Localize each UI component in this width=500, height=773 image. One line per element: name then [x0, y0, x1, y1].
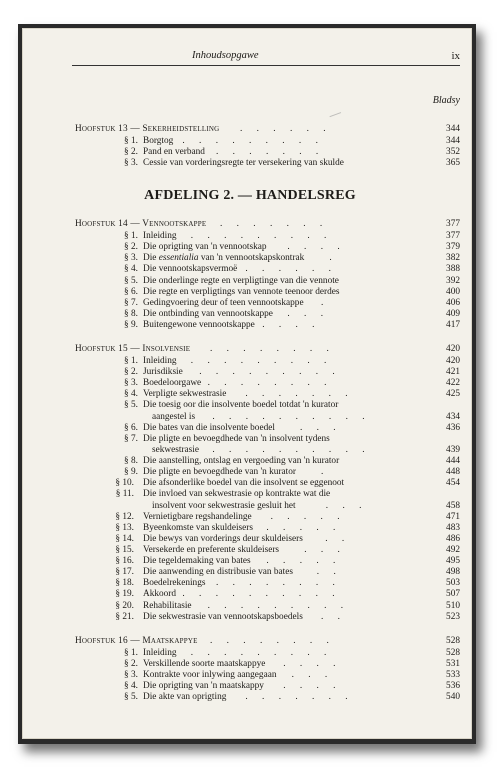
chapter-title: Hoofstuk 15 — Insolvensie	[75, 344, 191, 354]
section-number: § 1.	[124, 136, 138, 146]
page-ref: 523	[446, 612, 460, 622]
section-title: Die oprigting van 'n maatskappy	[143, 681, 264, 691]
page-ref: 448	[446, 467, 460, 477]
section-number: § 20.	[115, 601, 134, 611]
section-number: § 15.	[115, 545, 134, 555]
leader-dots: . . .	[325, 501, 368, 511]
leader-dots: . . . . . . . . .	[182, 136, 324, 146]
section-number: § 8.	[124, 309, 138, 319]
leader-dots: . . .	[291, 670, 334, 680]
section-title: Die pligte en bevoegdhede van 'n insolvent tydens	[143, 434, 330, 444]
section-number: § 21.	[115, 612, 134, 622]
page-ref: 344	[446, 124, 460, 134]
division-heading: AFDELING 2. — HANDELSREG	[144, 188, 356, 203]
leader-dots: . . . . . . . . . .	[212, 445, 371, 455]
section-title: Die akte van oprigting	[143, 692, 227, 702]
section-title: Vernietigbare regshandelinge	[143, 512, 252, 522]
leader-dots: . . . . . . . . . .	[212, 412, 371, 422]
page-ref: 377	[446, 231, 460, 241]
running-header	[72, 50, 460, 64]
page-ref: 406	[446, 298, 460, 308]
page-ref: 540	[446, 692, 460, 702]
leader-dots: .	[329, 253, 338, 263]
section-number: § 4.	[124, 681, 138, 691]
page-ref: 434	[446, 412, 460, 422]
section-title: Akkoord	[143, 589, 177, 599]
leader-dots: . . . . . .	[245, 264, 337, 274]
section-title: Die bates van die insolvente boedel	[143, 423, 275, 433]
chapter-title: Hoofstuk 14 — Vennootskappe	[75, 219, 207, 229]
section-number: § 3.	[124, 378, 138, 388]
leader-dots: . . . . . . .	[245, 692, 354, 702]
section-number: § 10.	[115, 478, 134, 488]
page-number: ix	[451, 50, 460, 62]
section-title: Die sekwestrasie van vennootskapsboedels	[143, 612, 303, 622]
section-number: § 16.	[115, 556, 134, 566]
chapter-title: Hoofstuk 16 — Maatskappye	[75, 636, 198, 646]
section-number: § 5.	[124, 692, 138, 702]
leader-dots: . . . . . . . .	[210, 636, 335, 646]
leader-dots: . . . . . . .	[216, 147, 325, 157]
leader-dots: . . .	[300, 423, 342, 433]
page-ref: 495	[446, 556, 460, 566]
leader-dots: . . . . . . . . .	[190, 231, 333, 241]
section-number: § 18.	[115, 578, 134, 588]
page-column-label: Bladsy	[432, 95, 460, 106]
leader-dots: . . .	[304, 545, 346, 555]
leader-dots: . . . .	[287, 242, 346, 252]
page-ref: 498	[446, 567, 460, 577]
section-number: § 13.	[115, 523, 134, 533]
leader-dots: . . . . . . . .	[210, 344, 335, 354]
leader-dots: . .	[321, 612, 346, 622]
section-number: § 9.	[124, 320, 138, 330]
section-title-continued: insolvent voor sekwestrasie gesluit het	[152, 501, 296, 511]
leader-dots: . . . .	[283, 681, 342, 691]
section-number: § 17.	[115, 567, 134, 577]
page-ref: 377	[446, 219, 460, 229]
section-title: Die toesig oor die insolvente boedel totdat 'n kurator	[143, 400, 339, 410]
page-ref: 531	[446, 659, 460, 669]
leader-dots: . . . . .	[266, 556, 342, 566]
page-ref: 344	[446, 136, 460, 146]
section-title: Verpligte sekwestrasie	[143, 389, 227, 399]
section-title: Die aanwending en distribusie van bates	[143, 567, 293, 577]
section-number: § 6.	[124, 287, 138, 297]
leader-dots: . . . . . . . . .	[199, 367, 341, 377]
section-title: Jurisdiksie	[143, 367, 183, 377]
page-ref: 439	[446, 445, 460, 455]
leader-dots: . .	[325, 534, 351, 544]
page-ref: 528	[446, 648, 460, 658]
section-title-continued: sekwestrasie	[152, 445, 199, 455]
italic-term: essentialia	[158, 253, 199, 263]
page-ref: 417	[446, 320, 460, 330]
section-number: § 4.	[124, 264, 138, 274]
page-ref: 486	[446, 534, 460, 544]
page-ref: 420	[446, 356, 460, 366]
section-number: § 7.	[124, 434, 138, 444]
page-ref: 483	[446, 523, 460, 533]
section-title: Die essentialia van 'n vennootskapskontrak	[143, 253, 305, 263]
section-title: Inleiding	[143, 648, 177, 658]
leader-dots: . . . .	[283, 659, 342, 669]
section-number: § 3.	[124, 253, 138, 263]
section-title: Boedeloorgawe	[143, 378, 202, 388]
section-title: Inleiding	[143, 231, 177, 241]
section-title: Kontrakte voor inlywing aangegaan	[143, 670, 277, 680]
page-ref: 400	[446, 287, 460, 297]
running-header-title: Inhoudsopgawe	[192, 50, 259, 61]
leader-dots: . . . . . . . . .	[190, 648, 333, 658]
leader-dots: .	[321, 298, 330, 308]
section-number: § 2.	[124, 147, 138, 157]
section-number: § 9.	[124, 467, 138, 477]
page-ref: 454	[446, 478, 460, 488]
leader-dots: . . . . . . . . .	[207, 601, 350, 611]
leader-dots: . . . . . . .	[220, 219, 329, 229]
section-title: Die regte en verpligtings van vennote teenoor derdes	[143, 287, 340, 297]
section-number: § 5.	[124, 276, 138, 286]
page-ref: 409	[446, 309, 460, 319]
section-title-continued: aangestel is	[152, 412, 196, 422]
section-number: § 4.	[124, 389, 138, 399]
page-ref: 444	[446, 456, 460, 466]
section-title: Versekerde en preferente skuldeisers	[143, 545, 280, 555]
leader-dots: . .	[316, 567, 342, 577]
leader-dots: . . . . .	[270, 512, 346, 522]
section-title: Die bewys van vorderings deur skuldeisers	[143, 534, 303, 544]
chapter-title: Hoofstuk 13 — Sekerheidstelling	[75, 124, 220, 134]
page-ref: 471	[446, 512, 460, 522]
section-title: Rehabilitasie	[143, 601, 192, 611]
leader-dots: . . . . . . . .	[207, 378, 333, 388]
page-ref: 352	[446, 147, 460, 157]
section-number: § 11.	[115, 489, 134, 499]
page-ref: 422	[446, 378, 460, 388]
section-title: Inleiding	[143, 356, 177, 366]
section-number: § 7.	[124, 298, 138, 308]
page-ref: 365	[446, 158, 460, 168]
page-ref: 528	[446, 636, 460, 646]
leader-dots: . . . . . . .	[245, 389, 354, 399]
section-title: Die tegeldemaking van bates	[143, 556, 251, 566]
section-number: § 2.	[124, 242, 138, 252]
section-title: Die afsonderlike boedel van die insolvent se eggenoot	[143, 478, 345, 488]
section-number: § 3.	[124, 670, 138, 680]
page-ref: 503	[446, 578, 460, 588]
section-title: Die vennootskapsvermoë	[143, 264, 238, 274]
page-ref: 392	[446, 276, 460, 286]
page-ref: 533	[446, 670, 460, 680]
leader-dots: . . . . . . . . . .	[182, 589, 341, 599]
section-number: § 8.	[124, 456, 138, 466]
page-ref: 379	[446, 242, 460, 252]
section-number: § 1.	[124, 356, 138, 366]
header-rule	[72, 65, 460, 66]
leader-dots: . . . . .	[266, 523, 342, 533]
page-ref: 510	[446, 601, 460, 611]
section-title: Die invloed van sekwestrasie op kontrakte wat die	[143, 489, 331, 499]
page-ref: 421	[446, 367, 460, 377]
section-number: § 1.	[124, 648, 138, 658]
section-title: Borgtog	[143, 136, 174, 146]
section-title: Die oprigting van 'n vennootskap	[143, 242, 267, 252]
section-title: Pand en verband	[143, 147, 205, 157]
section-number: § 5.	[124, 400, 138, 410]
leader-dots: . . .	[287, 309, 330, 319]
section-title: Gedingvoering deur of teen vennootskappe	[143, 298, 304, 308]
section-title: Die pligte en bevoegdhede van 'n kurator	[143, 467, 296, 477]
page-ref: 388	[446, 264, 460, 274]
page-ref: 492	[446, 545, 460, 555]
leader-dots: . . . . . . . .	[216, 578, 341, 588]
section-number: § 2.	[124, 367, 138, 377]
section-number: § 6.	[124, 423, 138, 433]
leader-dots: . . . .	[262, 320, 321, 330]
section-title: Verskillende soorte maatskappye	[143, 659, 266, 669]
page-ref: 458	[446, 501, 460, 511]
section-title: Die ontbinding van vennootskappe	[143, 309, 273, 319]
leader-dots: .	[321, 467, 330, 477]
section-number: § 2.	[124, 659, 138, 669]
section-number: § 1.	[124, 231, 138, 241]
page-ref: 420	[446, 344, 460, 354]
leader-dots: . . . . . . . . .	[190, 356, 333, 366]
section-number: § 12.	[115, 512, 134, 522]
section-number: § 19.	[115, 589, 134, 599]
page-ref: 536	[446, 681, 460, 691]
section-title: Die aanstelling, ontslag en vergoeding van 'n kurator	[143, 456, 340, 466]
section-number: § 3.	[124, 158, 138, 168]
section-number: § 14.	[115, 534, 134, 544]
leader-dots: . . . . . .	[240, 124, 332, 134]
page-ref: 436	[446, 423, 460, 433]
section-title: Cessie van vorderingsregte ter versekering van skulde	[143, 158, 344, 168]
section-title: Die onderlinge regte en verpligtinge van die vennote	[143, 276, 339, 286]
section-title: Boedelrekenings	[143, 578, 206, 588]
section-title: Byeenkomste van skuldeisers	[143, 523, 253, 533]
page-ref: 507	[446, 589, 460, 599]
section-title: Buitengewone vennootskappe	[143, 320, 255, 330]
page-ref: 425	[446, 389, 460, 399]
page-ref: 382	[446, 253, 460, 263]
